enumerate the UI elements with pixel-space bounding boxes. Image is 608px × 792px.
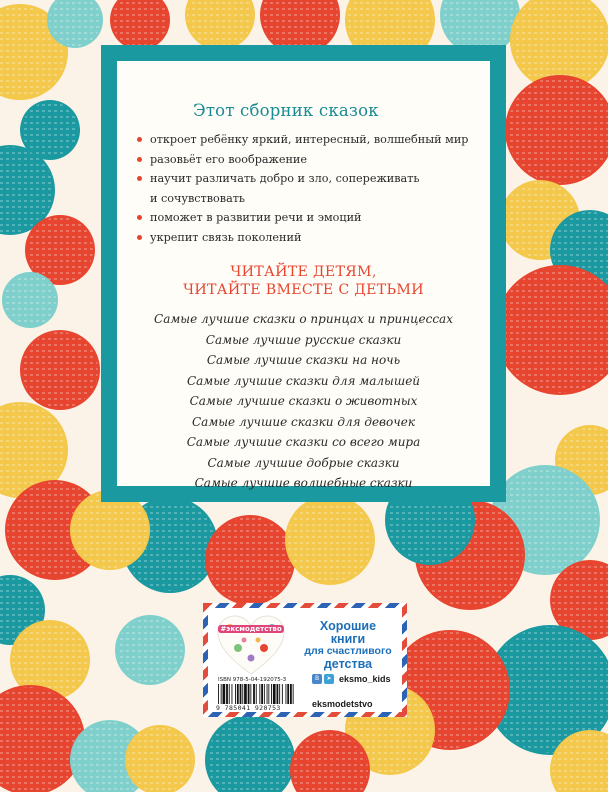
dot-stitch-texture bbox=[207, 517, 293, 603]
barcode-bar bbox=[232, 684, 233, 704]
isbn-text: ISBN 978-5-04-192075-3 bbox=[218, 677, 287, 683]
barcode-bar bbox=[244, 684, 247, 704]
series-title: Самые лучшие сказки для малышей bbox=[186, 373, 421, 388]
barcode-bar bbox=[286, 684, 287, 704]
series-title: Самые лучшие сказки для девочек bbox=[191, 414, 415, 429]
barcode-number: 9 785041 920753 bbox=[216, 704, 281, 712]
vk-icon: В bbox=[312, 674, 322, 684]
info-panel-inner bbox=[117, 61, 490, 490]
dot-stitch-texture bbox=[4, 274, 56, 326]
benefits-list bbox=[135, 130, 472, 247]
panel-heading: Этот сборник сказок bbox=[193, 101, 379, 120]
dot-stitch-texture bbox=[127, 727, 193, 792]
series-title: Самые лучшие сказки о животных bbox=[189, 394, 418, 408]
benefit-item: откроет ребёнку яркий, интересный, волшебный мир bbox=[135, 130, 472, 150]
info-panel bbox=[101, 45, 506, 502]
barcode-bar bbox=[268, 684, 269, 704]
tagline-line-4: детства bbox=[323, 656, 373, 671]
barcode-bar bbox=[267, 684, 268, 704]
barcode-bar bbox=[237, 684, 239, 704]
tagline-line-1: Хорошие bbox=[319, 619, 377, 633]
barcode-bar bbox=[273, 684, 276, 704]
dot-stitch-texture bbox=[22, 332, 98, 408]
sticker-inner bbox=[208, 608, 402, 712]
publisher-sticker bbox=[203, 603, 407, 717]
social-handle-1: eksmo_kids bbox=[339, 674, 391, 684]
barcode-bar bbox=[250, 684, 251, 704]
social-handle-2: eksmodetstvo bbox=[312, 699, 373, 709]
barcode-bar bbox=[279, 684, 280, 704]
series-title: Самые лучшие сказки на ночь bbox=[206, 353, 401, 367]
series-titles-list bbox=[135, 309, 472, 494]
tagline-line-3: для счастливого bbox=[304, 645, 392, 657]
barcode-bar bbox=[226, 684, 228, 704]
slogan-line-2: ЧИТАЙТЕ ВМЕСТЕ С ДЕТЬМИ bbox=[183, 282, 424, 298]
barcode-bar bbox=[277, 684, 279, 704]
slogan-line-1: ЧИТАЙТЕ ДЕТЯМ, bbox=[230, 264, 377, 280]
dot-stitch-texture bbox=[72, 492, 148, 568]
barcode-bar bbox=[282, 684, 283, 704]
dot-stitch-texture bbox=[287, 497, 373, 583]
barcode-bar bbox=[253, 684, 255, 704]
dot-stitch-texture bbox=[22, 102, 78, 158]
benefit-item: поможет в развитии речи и эмоций bbox=[135, 208, 472, 228]
series-title: Самые лучшие сказки со всего мира bbox=[186, 435, 421, 449]
barcode-bar bbox=[240, 684, 242, 704]
tagline-line-2: книги bbox=[330, 631, 366, 646]
social-row-1 bbox=[312, 674, 391, 684]
barcode-bar bbox=[248, 684, 250, 704]
barcode-bar bbox=[264, 684, 265, 704]
barcode-bar bbox=[256, 684, 257, 704]
benefit-item: научит различать добро и зло, сопереживать bbox=[135, 169, 472, 189]
benefit-item: разовьёт его воображение bbox=[135, 150, 472, 170]
slogan bbox=[135, 263, 472, 299]
telegram-icon: ➤ bbox=[324, 674, 334, 684]
barcode-bar bbox=[242, 684, 243, 704]
series-title: Самые лучшие волшебные сказки bbox=[194, 476, 413, 490]
benefit-item: укрепит связь поколений bbox=[135, 228, 472, 248]
barcode-bar bbox=[271, 684, 272, 704]
barcode-bar bbox=[235, 684, 236, 704]
barcode-bar bbox=[221, 684, 222, 704]
barcode-bar bbox=[259, 684, 260, 704]
heart-label: #эксмодетство bbox=[218, 625, 284, 633]
series-title: Самые лучшие добрые сказки bbox=[207, 455, 400, 470]
barcode bbox=[218, 684, 294, 704]
barcode-bar bbox=[287, 684, 289, 704]
benefit-item-continuation: и сочувствовать bbox=[150, 191, 246, 205]
barcode-bar bbox=[293, 684, 294, 704]
dot-stitch-texture bbox=[117, 617, 183, 683]
barcode-bar bbox=[229, 684, 230, 704]
heart-logo-icon bbox=[216, 614, 286, 676]
barcode-bar bbox=[218, 684, 219, 704]
series-title: Самые лучшие русские сказки bbox=[205, 332, 402, 347]
barcode-bar bbox=[223, 684, 226, 704]
series-title: Самые лучшие сказки о принцах и принцессах bbox=[154, 312, 453, 326]
barcode-bar bbox=[261, 684, 263, 704]
sticker-tagline bbox=[298, 620, 398, 670]
barcode-bar bbox=[290, 684, 292, 704]
